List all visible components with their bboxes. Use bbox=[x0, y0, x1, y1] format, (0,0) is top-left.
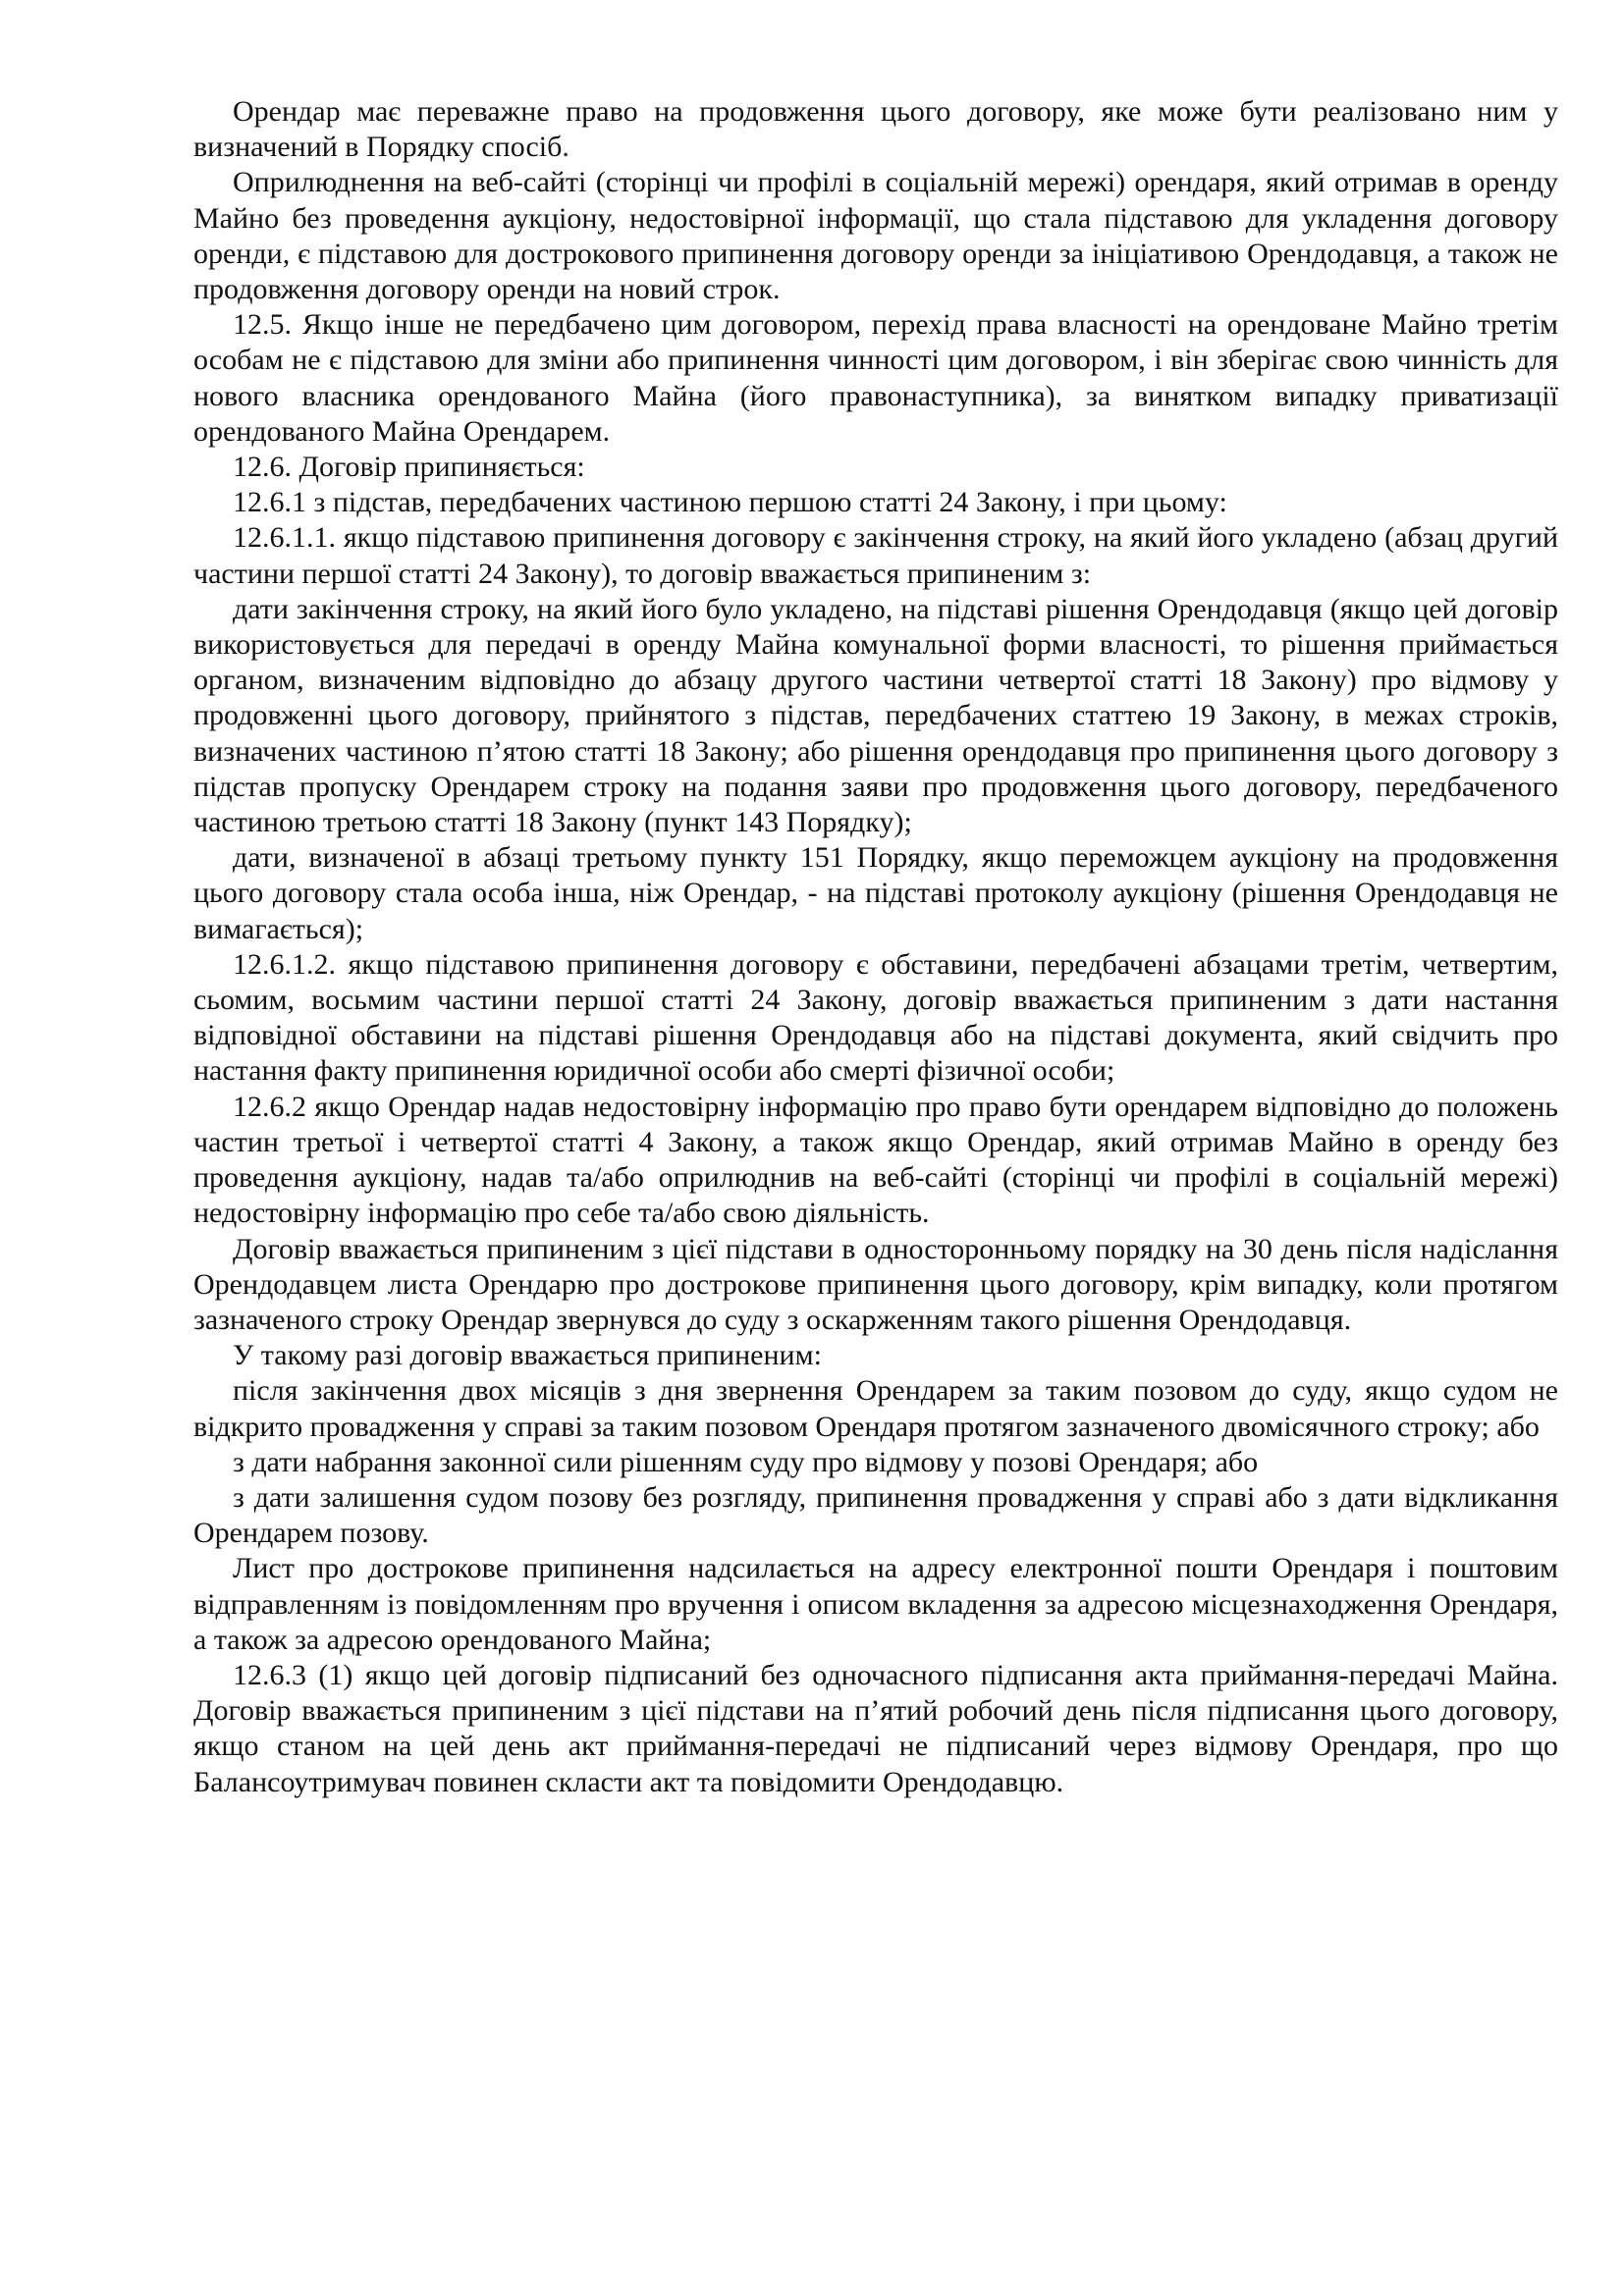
paragraph-12-6-1-2: 12.6.1.2. якщо підставою припинення договору є обставини, передбачені абзацами третім, четвертим, сьомим, восьмим частини першої статті 24 Закону, договір вважається припиненим з дати настання відповідної обставини на підставі рішення Орендодавця або на підставі документа, який свідчить про настання факту припинення юридичної особи або смерті фізичної особи; bbox=[193, 947, 1558, 1088]
document-page bbox=[193, 94, 1558, 1800]
paragraph-two-months: після закінчення двох місяців з дня звернення Орендарем за таким позовом до суду, якщо судом не відкрито провадження у справі за таким позовом Орендаря протягом зазначеного двомісячного строку; або bbox=[193, 1374, 1558, 1443]
paragraph-term-end-date: дати закінчення строку, на який його було укладено, на підставі рішення Орендодавця (якщо цей договір використовується для передачі в оренду Майна комунальної форми власності, то рішення приймається органом, визначеним відповідно до абзацу другого частини четвертої статті 18 Закону) про відмову у продовженні цього договору, прийнятого з підстав, передбачених статтею 19 Закону, в межах строків, визначених частиною п’ятою статті 18 Закону; або рішення орендодавця про припинення цього договору з підстав пропуску Орендарем строку на подання заяви про продовження цього договору, передбаченого частиною третьою статті 18 Закону (пункт 143 Порядку); bbox=[193, 592, 1558, 839]
paragraph-12-6-2: 12.6.2 якщо Орендар надав недостовірну інформацію про право бути орендарем відповідно до положень частин третьої і четвертої статті 4 Закону, а також якщо Орендар, який отримав Майно в оренду без проведення аукціону, надав та/або оприлюднив на веб-сайті (сторінці чи профілі в соціальній мережі) недостовірну інформацію про себе та/або свою діяльність. bbox=[193, 1090, 1558, 1230]
paragraph-preemptive-right: Орендар має переважне право на продовження цього договору, яке може бути реалізовано ним у визначений в Порядку спосіб. bbox=[193, 95, 1558, 164]
paragraph-claim-left: з дати залишення судом позову без розгляду, припинення провадження у справі або з дати відкликання Орендарем позову. bbox=[193, 1480, 1558, 1550]
paragraph-12-6-1-1: 12.6.1.1. якщо підставою припинення договору є закінчення строку, на який його укладено (абзац другий частини першої статті 24 Закону), то договір вважається припиненим з: bbox=[193, 521, 1558, 590]
paragraph-12-6-1: 12.6.1 з підстав, передбачених частиною першою статті 24 Закону, і при цьому: bbox=[233, 486, 1227, 519]
paragraph-termination-letter: Лист про дострокове припинення надсилається на адресу електронної пошти Орендаря і поштовим відправленням із повідомленням про вручення і описом вкладення за адресою місцезнаходження Орендаря, а також за адресою орендованого Майна; bbox=[193, 1552, 1558, 1656]
paragraph-unilateral-termination: Договір вважається припиненим з цієї підстави в односторонньому порядку на 30 день після надіслання Орендодавцем листа Орендарю про дострокове припинення цього договору, крім випадку, коли протягом зазначеного строку Орендар звернувся до суду з оскарженням такого рішення Орендодавця. bbox=[193, 1232, 1558, 1336]
paragraph-auction-date: дати, визначеної в абзаці третьому пункту 151 Порядку, якщо переможцем аукціону на продовження цього договору стала особа інша, ніж Орендар, - на підставі протоколу аукціону (рішення Орендодавця не вимагається); bbox=[193, 841, 1558, 945]
paragraph-12-6: 12.6. Договір припиняється: bbox=[233, 451, 585, 484]
paragraph-12-5: 12.5. Якщо інше не передбачено цим договором, перехід права власності на орендоване Майно третім особам не є підставою для зміни або припинення чинності цим договором, і він зберігає свою чинність для нового власника орендованого Майна (його правонаступника), за винятком випадку приватизації орендованого Майна Орендарем. bbox=[193, 308, 1558, 448]
paragraph-court-decision: з дати набрання законної сили рішенням суду про відмову у позові Орендаря; або bbox=[233, 1445, 1259, 1478]
paragraph-website-publication: Оприлюднення на веб-сайті (сторінці чи профілі в соціальній мережі) орендаря, який отримав в оренду Майно без проведення аукціону, недостовірної інформації, що стала підставою для укладення договору оренди, є підставою для дострокового припинення договору оренди за ініціативою Орендодавця, а також не продовження договору оренди на новий строк. bbox=[193, 166, 1558, 306]
paragraph-in-such-case: У такому разі договір вважається припиненим: bbox=[233, 1339, 822, 1372]
paragraph-12-6-3: 12.6.3 (1) якщо цей договір підписаний без одночасного підписання акта приймання-передачі Майна. Договір вважається припиненим з цієї підстави на п’ятий робочий день після підписання цього договору, якщо станом на цей день акт приймання-передачі не підписаний через відмову Орендаря, про що Балансоутримувач повинен скласти акт та повідомити Орендодавцю. bbox=[193, 1658, 1558, 1798]
